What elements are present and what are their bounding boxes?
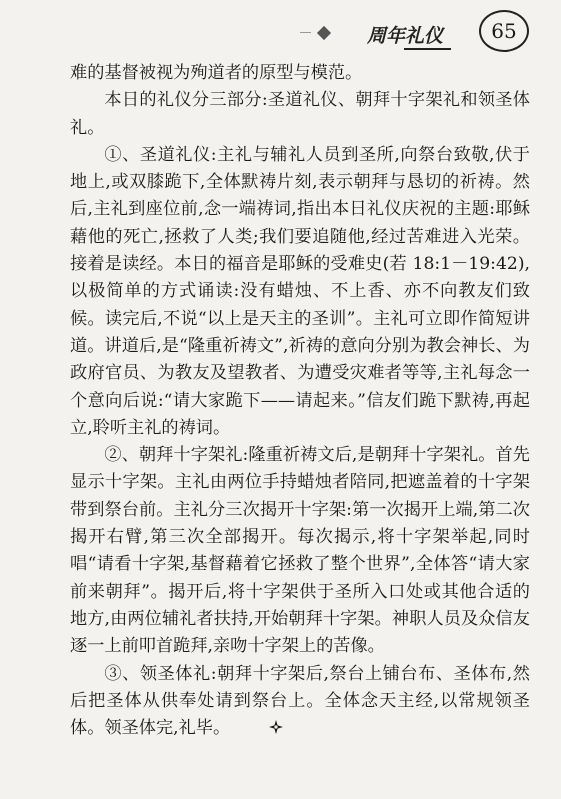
body-text xyxy=(70,60,530,742)
paragraph-veneration-of-cross: ②、朝拜十字架礼:隆重祈祷文后,是朝拜十字架礼。首先显示十字架。主礼由两位手持蜡烛者陪同,把遮盖着的十字架带到祭台前。主礼分三次揭开十字架:第一次揭开上端,第二次揭开右臂,第三次全部揭开。每次揭示,将十字架举起,同时唱“请看十字架,基督藉着它拯救了整个世界”,全体答“请大家前来朝拜”。揭开后,将十字架供于圣所入口处或其他合适的地方,由两位辅礼者扶持,开始朝拜十字架。神职人员及众信友逐一上前叩首跪拜,亲吻十字架上的苦像。 xyxy=(70,445,530,657)
cross-ornament-icon xyxy=(234,716,248,730)
diamond-icon xyxy=(317,26,331,40)
running-header xyxy=(300,8,521,52)
section-title: 周年礼仪 xyxy=(366,25,443,47)
paragraph-continuation: 难的基督被视为殉道者的原型与模范。 xyxy=(70,63,363,83)
paragraph-intro: 本日的礼仪分三部分:圣道礼仪、朝拜十字架礼和领圣体礼。 xyxy=(70,90,530,138)
page-number: 65 xyxy=(479,10,529,52)
paragraph-communion xyxy=(70,661,530,743)
paragraph-liturgy-of-word: ①、圣道礼仪:主礼与辅礼人员到圣所,向祭台致敬,伏于地上,或双膝跪下,全体默祷片刻,表示朝拜与恳切的祈祷。然后,主礼到座位前,念一端祷词,指出本日礼仪庆祝的主题:耶稣藉他的死亡,拯救了人类;我们要追随他,经过苦难进入光荣。接着是读经。本日的福音是耶稣的受难史(若 18:1－19:42),以极简单的方式诵读:没有蜡烛、不上香、亦不向教友们致候。读完后,不说“以上是天主的圣训”。主礼可立即作简短讲道。讲道后,是“隆重祈祷文”,祈祷的意向分别为教会神长、为政府官员、为教友及望教者、为遭受灾难者等等,主礼每念一个意向后说:“请大家跪下——请起来。”信友们跪下默祷,再起立,聆听主礼的祷词。 xyxy=(70,144,530,438)
title-underline xyxy=(404,48,451,50)
paragraph-communion-text: ③、领圣体礼:朝拜十字架后,祭台上铺台布、圣体布,然后把圣体从供奉处请到祭台上。全体念天主经,以常规领圣体。领圣体完,礼毕。 xyxy=(70,663,530,739)
header-rule xyxy=(300,32,311,33)
